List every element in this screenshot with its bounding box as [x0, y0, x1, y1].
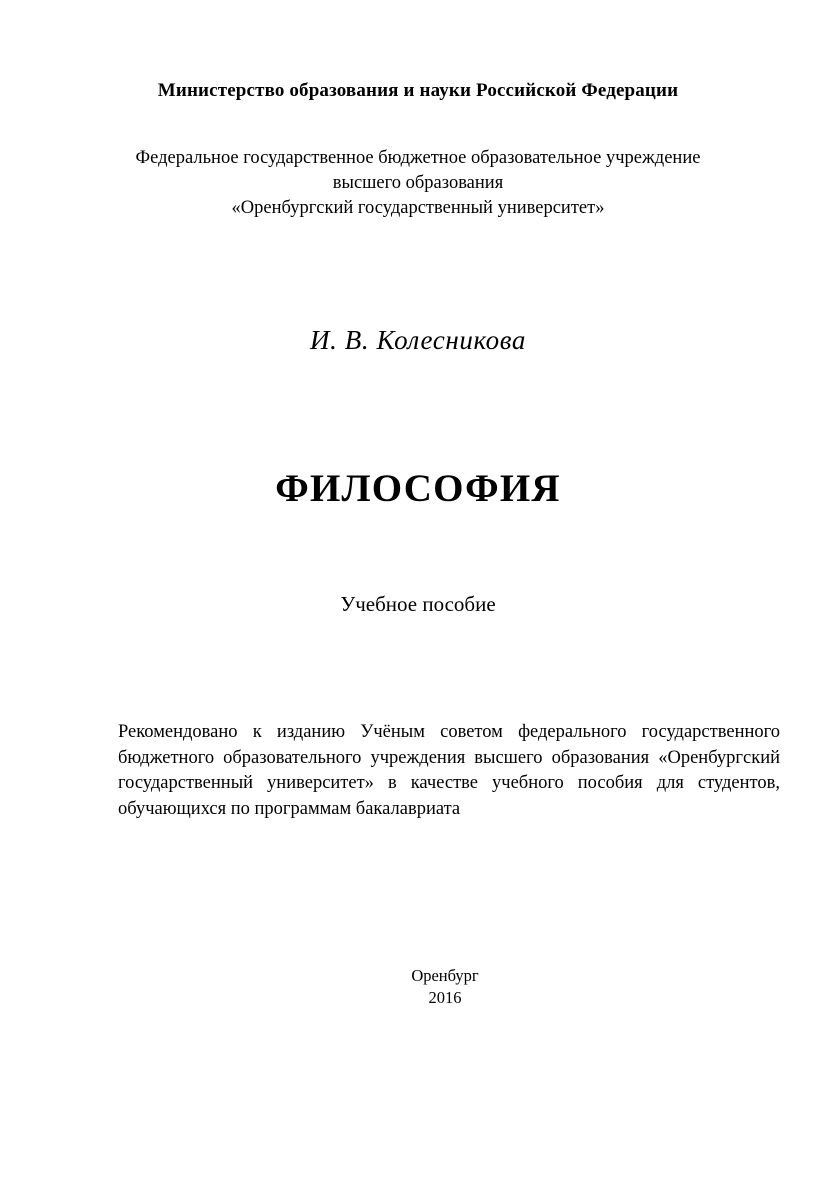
imprint-block: [0, 965, 836, 1009]
institution-line-1: Федеральное государственное бюджетное образовательное учреждение: [135, 148, 701, 168]
subtitle: Учебное пособие: [340, 592, 496, 616]
institution-line-2: высшего образования: [332, 173, 504, 193]
imprint-year: 2016: [428, 988, 462, 1007]
ministry-heading: Министерство образования и науки Российской Федерации: [157, 80, 679, 101]
recommendation-text: Рекомендовано к изданию Учёным советом федерального государственного бюджетного образовательного учреждения высшего образования «Оренбургский государственный университет» в качестве учебного пособия для студентов, обучающихся по программам бакалавриата: [118, 722, 780, 819]
page-title: ФИЛОСОФИЯ: [275, 467, 561, 510]
institution-block: [0, 146, 836, 221]
recommendation-paragraph: [118, 720, 780, 822]
imprint-city: Оренбург: [411, 966, 479, 985]
author-name: И. В. Колесникова: [309, 325, 526, 355]
institution-line-3: «Оренбургский государственный университет»: [231, 198, 605, 218]
